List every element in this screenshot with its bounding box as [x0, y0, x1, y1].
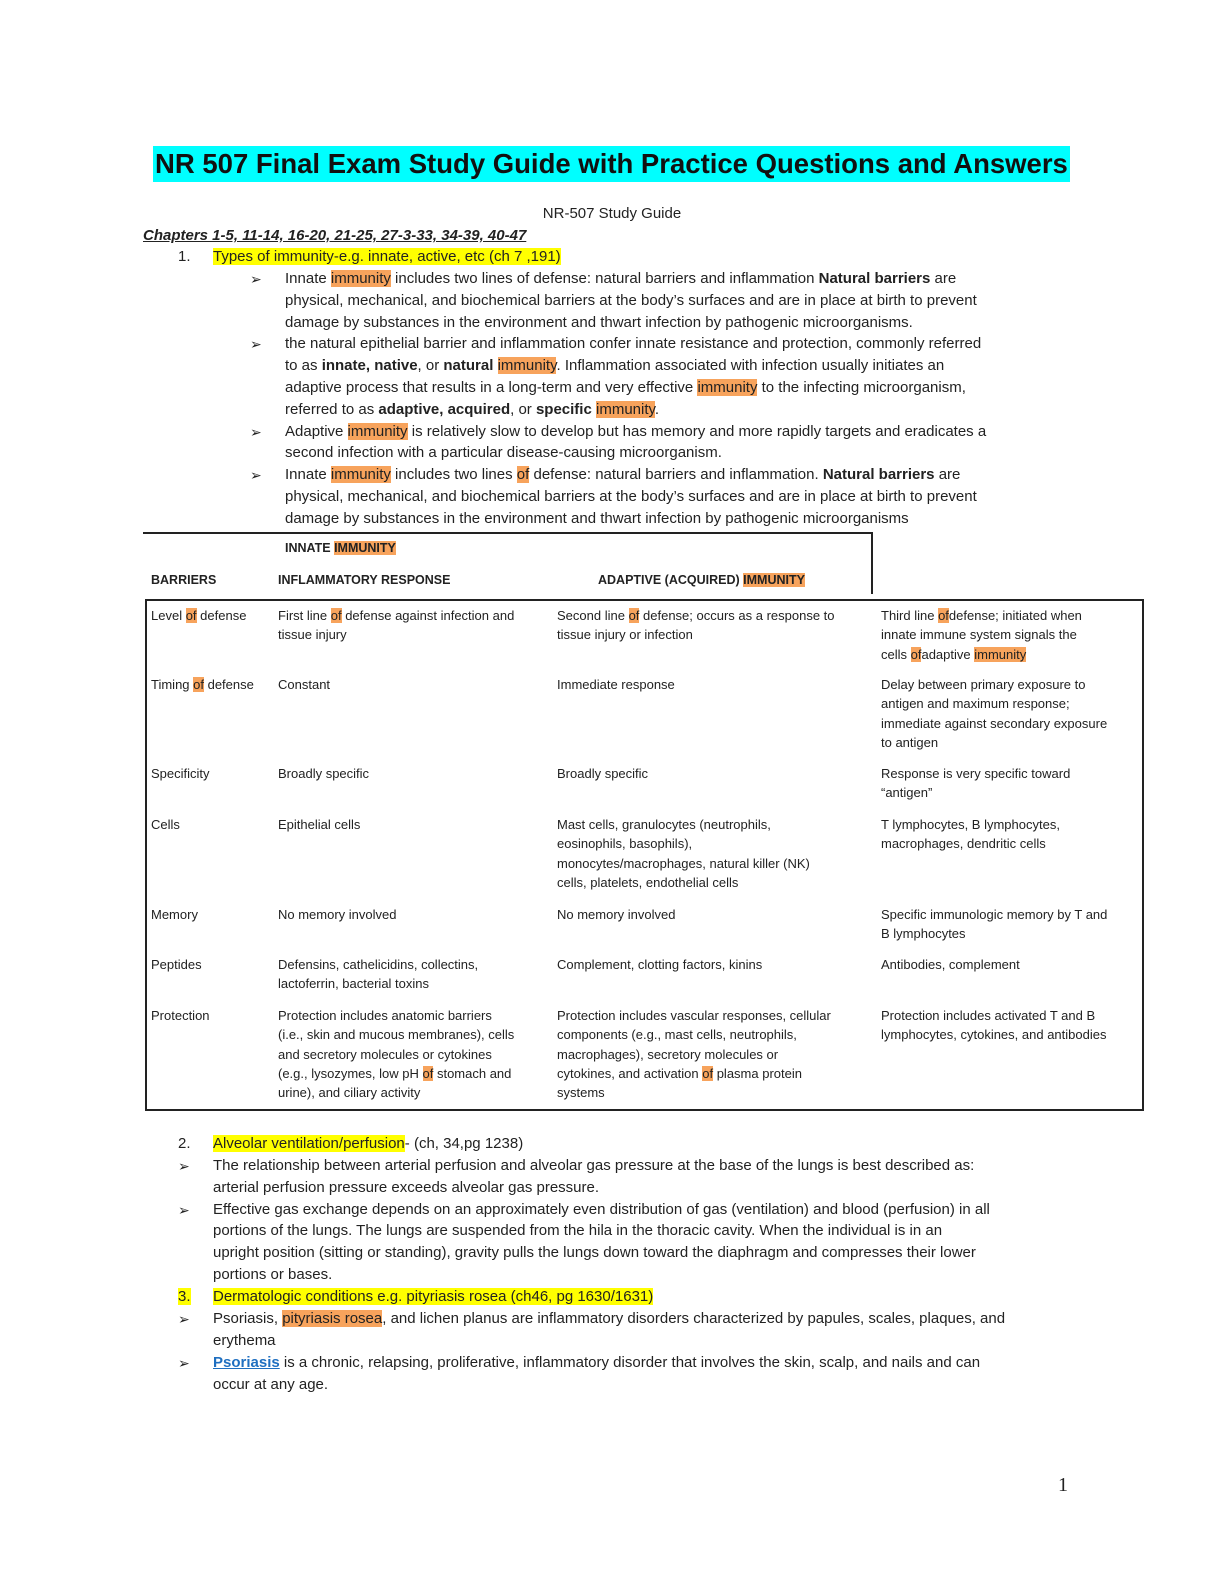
section1-line: Innate immunity includes two lines of defense: natural barriers and inflammation. Natural barriers are	[285, 466, 961, 484]
inflammatory-cell: Immediate response	[557, 677, 675, 692]
bullet-arrow-icon: ➢	[178, 1158, 190, 1174]
section1-heading: Types of immunity-e.g. innate, active, etc (ch 7 ,191)	[213, 248, 561, 265]
section1-line: referred to as adaptive, acquired, or specific immunity.	[285, 400, 660, 418]
barriers-cell: Protection includes anatomic barriers (i.e., skin and mucous membranes), cells and secretory molecules or cytokines (e.g., lysozymes, low pH of stomach and urine), and ciliary activity	[278, 1008, 515, 1101]
inflammatory-cell: Broadly specific	[557, 766, 649, 781]
row-label: Level of defense	[151, 608, 247, 623]
bullet-arrow-icon: ➢	[178, 1201, 190, 1218]
section2-line: upright position (sitting or standing), gravity pulls the lungs down toward the diaphragm and compresses their lower	[213, 1244, 976, 1262]
bullet-arrow-icon: ➢	[250, 336, 262, 353]
adaptive-cell: T lymphocytes, B lymphocytes, macrophages, dendritic cells	[881, 817, 1060, 852]
bullet-arrow-icon: ➢	[250, 467, 262, 484]
row-label: Memory	[151, 907, 198, 922]
header-innate-immunity: INNATE IMMUNITY	[285, 541, 396, 555]
section3-line2: erythema	[213, 1332, 276, 1349]
document-subtitle: NR-507 Study Guide	[542, 205, 682, 222]
row-label: Timing of defense	[151, 677, 254, 692]
row-label: Protection	[151, 1008, 210, 1023]
section3-line1: Psoriasis, pityriasis rosea, and lichen planus are inflammatory disorders characterized by papules, scales, plaques, and	[213, 1310, 1006, 1327]
inflammatory-cell: No memory involved	[557, 907, 676, 922]
section1-line: second infection with a particular disease-causing microorganism.	[285, 444, 722, 462]
bullet-arrow-icon: ➢	[250, 423, 262, 440]
section3-line3: Psoriasis is a chronic, relapsing, proliferative, inflammatory disorder that involves the skin, scalp, and nails and can	[213, 1354, 981, 1371]
section1-line: the natural epithelial barrier and inflammation confer innate resistance and protection, commonly referred	[285, 335, 982, 353]
barriers-cell: No memory involved	[278, 907, 397, 922]
bullet-arrow-icon: ➢	[178, 1311, 190, 1327]
header-adaptive-immunity: ADAPTIVE (ACQUIRED) IMMUNITY	[598, 573, 805, 587]
section2-line: portions or bases.	[213, 1266, 333, 1283]
barriers-cell: Constant	[278, 677, 331, 692]
inflammatory-cell: Protection includes vascular responses, cellular components (e.g., mast cells, neutrophils, macrophages), secretory molecules or cytokines, and activation of plasma protein systems	[557, 1008, 831, 1101]
barriers-cell: Defensins, cathelicidins, collectins, lactoferrin, bacterial toxins	[278, 957, 479, 992]
section2-heading: Alveolar ventilation/perfusion- (ch, 34,pg 1238)	[213, 1135, 524, 1152]
psoriasis-link[interactable]: Psoriasis	[213, 1354, 280, 1371]
row-label: Specificity	[151, 766, 210, 781]
bullet-arrow-icon: ➢	[178, 1355, 190, 1371]
section1-line: to as innate, native, or natural immunity. Inflammation associated with infection usually initiates an	[285, 357, 945, 375]
barriers-cell: First line of defense against infection and tissue injury	[278, 608, 515, 643]
header-barriers: BARRIERS	[151, 573, 217, 587]
table-header-rule-right	[871, 532, 873, 594]
section2-line: arterial perfusion pressure exceeds alveolar gas pressure.	[213, 1178, 600, 1196]
header-inflammatory-response: INFLAMMATORY RESPONSE	[278, 573, 451, 587]
inflammatory-cell: Mast cells, granulocytes (neutrophils, eosinophils, basophils), monocytes/macrophages, natural killer (NK) cells, platelets, endothelial cells	[557, 817, 810, 890]
page-number: 1	[1058, 1474, 1068, 1496]
section2-number: 2.	[178, 1135, 191, 1152]
section1-number: 1.	[178, 248, 191, 265]
table-header-rule	[143, 532, 872, 534]
section3-number: 3.	[178, 1288, 191, 1305]
barriers-cell: Broadly specific	[278, 766, 370, 781]
adaptive-cell: Third line ofdefense; initiated when innate immune system signals the cells ofadaptive immunity	[881, 608, 1082, 662]
row-label: Peptides	[151, 957, 202, 972]
chapters-line: Chapters 1-5, 11-14, 16-20, 21-25, 27-3-33, 34-39, 40-47	[143, 227, 527, 244]
inflammatory-cell: Complement, clotting factors, kinins	[557, 957, 763, 972]
section2-line: portions of the lungs. The lungs are suspended from the hila in the thoracic cavity. When the individual is in an	[213, 1222, 943, 1240]
section1-line: Innate immunity includes two lines of defense: natural barriers and inflammation Natural barriers are	[285, 270, 957, 287]
adaptive-cell: Delay between primary exposure to antigen and maximum response; immediate against secondary exposure to antigen	[881, 677, 1108, 750]
section1-line: damage by substances in the environment and thwart infection by pathogenic microorganisms.	[285, 313, 913, 331]
section2-line: The relationship between arterial perfusion and alveolar gas pressure at the base of the lungs is best described as:	[213, 1157, 975, 1174]
section3-line4: occur at any age.	[213, 1376, 329, 1393]
row-label: Cells	[151, 817, 180, 832]
section1-line: damage by substances in the environment and thwart infection by pathogenic microorganisms	[285, 509, 909, 527]
section1-line: adaptive process that results in a long-term and very effective immunity to the infecting microorganism,	[285, 379, 966, 396]
section2-line: Effective gas exchange depends on an approximately even distribution of gas (ventilation) and blood (perfusion) in all	[213, 1200, 990, 1218]
adaptive-cell: Specific immunologic memory by T and B lymphocytes	[881, 907, 1108, 942]
section1-line: physical, mechanical, and biochemical barriers at the body’s surfaces and are in place at birth to prevent	[285, 488, 977, 505]
bullet-arrow-icon: ➢	[250, 271, 262, 287]
inflammatory-cell: Second line of defense; occurs as a response to tissue injury or infection	[557, 608, 835, 643]
section1-line: physical, mechanical, and biochemical barriers at the body’s surfaces and are in place at birth to prevent	[285, 291, 977, 309]
section1-line: Adaptive immunity is relatively slow to develop but has memory and more rapidly targets and eradicates a	[285, 422, 987, 440]
section3-heading: Dermatologic conditions e.g. pityriasis rosea (ch46, pg 1630/1631)	[213, 1288, 654, 1305]
barriers-cell: Epithelial cells	[278, 817, 361, 832]
document-title: NR 507 Final Exam Study Guide with Practice Questions and Answers	[153, 146, 1070, 182]
adaptive-cell: Protection includes activated T and B lymphocytes, cytokines, and antibodies	[881, 1008, 1107, 1043]
adaptive-cell: Antibodies, complement	[881, 957, 1020, 972]
adaptive-cell: Response is very specific toward “antigen”	[881, 766, 1071, 801]
